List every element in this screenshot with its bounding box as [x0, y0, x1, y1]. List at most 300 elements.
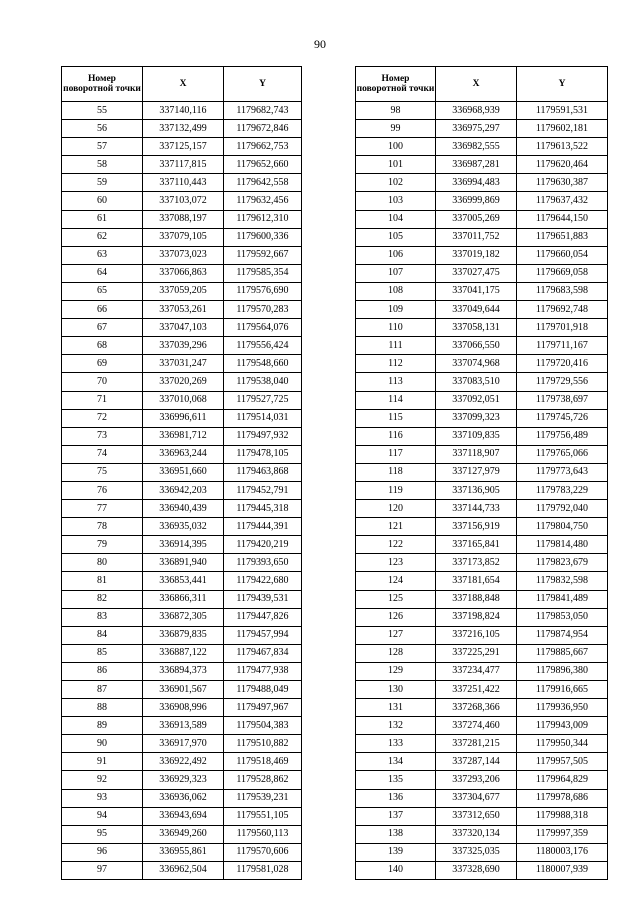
cell-x: 337127,979: [436, 463, 517, 481]
cell-point-number: 100: [356, 138, 436, 156]
cell-point-number: 93: [62, 789, 143, 807]
cell-y: 1179452,791: [224, 481, 302, 499]
cell-y: 1179620,464: [517, 156, 608, 174]
table-row: [62, 355, 302, 373]
cell-x: 336891,940: [143, 554, 224, 572]
cell-point-number: 134: [356, 753, 436, 771]
cell-point-number: 80: [62, 554, 143, 572]
cell-y: 1179765,066: [517, 445, 608, 463]
header-x: X: [436, 67, 517, 102]
cell-x: 336963,244: [143, 445, 224, 463]
cell-x: 337066,550: [436, 337, 517, 355]
cell-point-number: 104: [356, 210, 436, 228]
cell-x: 337304,677: [436, 789, 517, 807]
table-row: [62, 644, 302, 662]
table-row: [62, 735, 302, 753]
cell-x: 337039,296: [143, 337, 224, 355]
cell-point-number: 97: [62, 861, 143, 879]
cell-x: 337041,175: [436, 282, 517, 300]
cell-point-number: 86: [62, 662, 143, 680]
table-row: [62, 210, 302, 228]
table-row: [356, 699, 608, 717]
cell-x: 337293,206: [436, 771, 517, 789]
cell-y: 1179832,598: [517, 572, 608, 590]
cell-point-number: 120: [356, 500, 436, 518]
cell-x: 336894,373: [143, 662, 224, 680]
table-header-row: [356, 67, 608, 102]
cell-point-number: 79: [62, 536, 143, 554]
cell-x: 336879,835: [143, 626, 224, 644]
cell-point-number: 101: [356, 156, 436, 174]
cell-x: 337088,197: [143, 210, 224, 228]
table-row: [356, 282, 608, 300]
table-row: [356, 210, 608, 228]
cell-point-number: 131: [356, 699, 436, 717]
table-row: [356, 518, 608, 536]
cell-y: 1179988,318: [517, 807, 608, 825]
cell-y: 1179528,862: [224, 771, 302, 789]
table-row: [356, 337, 608, 355]
cell-x: 337216,105: [436, 626, 517, 644]
table-row: [356, 102, 608, 120]
cell-y: 1179682,743: [224, 102, 302, 120]
cell-y: 1180003,176: [517, 843, 608, 861]
table-row: [356, 843, 608, 861]
cell-point-number: 76: [62, 481, 143, 499]
table-row: [62, 626, 302, 644]
table-row: [62, 120, 302, 138]
cell-point-number: 108: [356, 282, 436, 300]
table-row: [356, 753, 608, 771]
cell-point-number: 99: [356, 120, 436, 138]
coordinates-table-left: [61, 66, 302, 880]
cell-x: 336968,939: [436, 102, 517, 120]
cell-y: 1179756,489: [517, 427, 608, 445]
cell-point-number: 117: [356, 445, 436, 463]
cell-x: 337312,650: [436, 807, 517, 825]
cell-x: 336975,297: [436, 120, 517, 138]
table-row: [62, 373, 302, 391]
cell-y: 1179720,416: [517, 355, 608, 373]
table-row: [62, 536, 302, 554]
cell-x: 337073,023: [143, 246, 224, 264]
cell-y: 1179978,686: [517, 789, 608, 807]
table-row: [62, 409, 302, 427]
cell-x: 337156,919: [436, 518, 517, 536]
table-row: [62, 554, 302, 572]
cell-y: 1179711,167: [517, 337, 608, 355]
cell-y: 1179916,665: [517, 681, 608, 699]
cell-y: 1179637,432: [517, 192, 608, 210]
table-row: [62, 319, 302, 337]
cell-y: 1179632,456: [224, 192, 302, 210]
cell-x: 336935,032: [143, 518, 224, 536]
cell-point-number: 94: [62, 807, 143, 825]
cell-point-number: 126: [356, 608, 436, 626]
cell-point-number: 115: [356, 409, 436, 427]
table-row: [62, 590, 302, 608]
table-row: [62, 608, 302, 626]
cell-point-number: 124: [356, 572, 436, 590]
table-row: [356, 626, 608, 644]
table-row: [62, 264, 302, 282]
cell-y: 1179393,650: [224, 554, 302, 572]
cell-y: 1179644,150: [517, 210, 608, 228]
cell-x: 337287,144: [436, 753, 517, 771]
header-point-number: Номер поворотной точки: [356, 67, 436, 102]
cell-point-number: 102: [356, 174, 436, 192]
cell-y: 1179652,660: [224, 156, 302, 174]
cell-x: 337251,422: [436, 681, 517, 699]
cell-y: 1179745,726: [517, 409, 608, 427]
cell-y: 1179630,387: [517, 174, 608, 192]
table-row: [356, 825, 608, 843]
cell-y: 1179964,829: [517, 771, 608, 789]
cell-x: 337181,654: [436, 572, 517, 590]
cell-point-number: 81: [62, 572, 143, 590]
cell-point-number: 91: [62, 753, 143, 771]
cell-point-number: 127: [356, 626, 436, 644]
cell-point-number: 114: [356, 391, 436, 409]
cell-point-number: 128: [356, 644, 436, 662]
cell-y: 1179950,344: [517, 735, 608, 753]
cell-x: 337225,291: [436, 644, 517, 662]
cell-y: 1179478,105: [224, 445, 302, 463]
cell-x: 337010,068: [143, 391, 224, 409]
cell-x: 336887,122: [143, 644, 224, 662]
cell-x: 337117,815: [143, 156, 224, 174]
table-row: [62, 156, 302, 174]
cell-y: 1179783,229: [517, 481, 608, 499]
table-row: [62, 282, 302, 300]
cell-y: 1180007,939: [517, 861, 608, 879]
cell-y: 1179463,868: [224, 463, 302, 481]
header-x: X: [143, 67, 224, 102]
cell-y: 1179729,556: [517, 373, 608, 391]
cell-point-number: 92: [62, 771, 143, 789]
cell-y: 1179447,826: [224, 608, 302, 626]
cell-point-number: 67: [62, 319, 143, 337]
cell-y: 1179477,938: [224, 662, 302, 680]
cell-point-number: 75: [62, 463, 143, 481]
table-row: [356, 355, 608, 373]
table-row: [356, 481, 608, 499]
table-row: [62, 246, 302, 264]
table-row: [62, 138, 302, 156]
cell-x: 337083,510: [436, 373, 517, 391]
cell-y: 1179527,725: [224, 391, 302, 409]
table-row: [356, 463, 608, 481]
cell-point-number: 132: [356, 717, 436, 735]
table-row: [62, 500, 302, 518]
cell-point-number: 138: [356, 825, 436, 843]
cell-x: 337092,051: [436, 391, 517, 409]
table-body-left: [62, 102, 302, 880]
cell-x: 336872,305: [143, 608, 224, 626]
table-row: [356, 409, 608, 427]
cell-point-number: 69: [62, 355, 143, 373]
cell-point-number: 103: [356, 192, 436, 210]
cell-y: 1179943,009: [517, 717, 608, 735]
cell-x: 337188,848: [436, 590, 517, 608]
cell-point-number: 137: [356, 807, 436, 825]
cell-y: 1179570,283: [224, 301, 302, 319]
cell-y: 1179518,469: [224, 753, 302, 771]
table-row: [356, 301, 608, 319]
table-row: [356, 735, 608, 753]
table-row: [62, 518, 302, 536]
cell-y: 1179669,058: [517, 264, 608, 282]
cell-x: 337058,131: [436, 319, 517, 337]
cell-x: 337125,157: [143, 138, 224, 156]
table-row: [62, 843, 302, 861]
cell-x: 336936,062: [143, 789, 224, 807]
cell-y: 1179841,489: [517, 590, 608, 608]
cell-y: 1179853,050: [517, 608, 608, 626]
cell-point-number: 70: [62, 373, 143, 391]
cell-point-number: 66: [62, 301, 143, 319]
cell-point-number: 96: [62, 843, 143, 861]
table-row: [356, 228, 608, 246]
cell-y: 1179692,748: [517, 301, 608, 319]
cell-x: 336942,203: [143, 481, 224, 499]
cell-x: 337011,752: [436, 228, 517, 246]
table-row: [62, 228, 302, 246]
cell-x: 337110,443: [143, 174, 224, 192]
cell-y: 1179814,480: [517, 536, 608, 554]
cell-point-number: 59: [62, 174, 143, 192]
cell-y: 1179488,049: [224, 681, 302, 699]
cell-point-number: 135: [356, 771, 436, 789]
cell-y: 1179957,505: [517, 753, 608, 771]
cell-y: 1179936,950: [517, 699, 608, 717]
cell-x: 337020,269: [143, 373, 224, 391]
table-row: [62, 861, 302, 879]
table-row: [62, 174, 302, 192]
cell-point-number: 107: [356, 264, 436, 282]
cell-y: 1179585,354: [224, 264, 302, 282]
table-row: [62, 391, 302, 409]
cell-x: 336982,555: [436, 138, 517, 156]
cell-point-number: 105: [356, 228, 436, 246]
cell-point-number: 123: [356, 554, 436, 572]
table-row: [62, 102, 302, 120]
table-row: [356, 590, 608, 608]
cell-y: 1179444,391: [224, 518, 302, 536]
cell-point-number: 130: [356, 681, 436, 699]
cell-x: 337019,182: [436, 246, 517, 264]
cell-point-number: 116: [356, 427, 436, 445]
table-row: [356, 608, 608, 626]
cell-y: 1179738,697: [517, 391, 608, 409]
cell-point-number: 57: [62, 138, 143, 156]
table-row: [356, 138, 608, 156]
cell-y: 1179613,522: [517, 138, 608, 156]
cell-x: 337136,905: [436, 481, 517, 499]
cell-x: 337118,907: [436, 445, 517, 463]
cell-x: 337325,035: [436, 843, 517, 861]
cell-y: 1179556,424: [224, 337, 302, 355]
cell-point-number: 129: [356, 662, 436, 680]
cell-point-number: 112: [356, 355, 436, 373]
table-row: [62, 699, 302, 717]
table-row: [356, 572, 608, 590]
header-y: Y: [224, 67, 302, 102]
cell-point-number: 82: [62, 590, 143, 608]
cell-point-number: 98: [356, 102, 436, 120]
cell-x: 337103,072: [143, 192, 224, 210]
cell-x: 337173,852: [436, 554, 517, 572]
cell-x: 337059,205: [143, 282, 224, 300]
table-row: [62, 445, 302, 463]
table-row: [62, 681, 302, 699]
cell-x: 337268,366: [436, 699, 517, 717]
cell-point-number: 58: [62, 156, 143, 174]
table-row: [356, 861, 608, 879]
cell-x: 336994,483: [436, 174, 517, 192]
cell-y: 1179445,318: [224, 500, 302, 518]
cell-y: 1179885,667: [517, 644, 608, 662]
table-row: [356, 373, 608, 391]
cell-point-number: 63: [62, 246, 143, 264]
cell-point-number: 55: [62, 102, 143, 120]
cell-point-number: 64: [62, 264, 143, 282]
cell-point-number: 106: [356, 246, 436, 264]
table-row: [62, 301, 302, 319]
cell-point-number: 62: [62, 228, 143, 246]
table-row: [356, 500, 608, 518]
cell-x: 336943,694: [143, 807, 224, 825]
cell-x: 336866,311: [143, 590, 224, 608]
cell-x: 337234,477: [436, 662, 517, 680]
cell-point-number: 65: [62, 282, 143, 300]
cell-x: 337281,215: [436, 735, 517, 753]
cell-x: 337132,499: [143, 120, 224, 138]
table-row: [62, 717, 302, 735]
cell-point-number: 90: [62, 735, 143, 753]
cell-x: 337109,835: [436, 427, 517, 445]
cell-y: 1179510,882: [224, 735, 302, 753]
cell-x: 337074,968: [436, 355, 517, 373]
table-row: [356, 771, 608, 789]
cell-x: 336981,712: [143, 427, 224, 445]
cell-point-number: 78: [62, 518, 143, 536]
cell-point-number: 61: [62, 210, 143, 228]
cell-y: 1179701,918: [517, 319, 608, 337]
cell-y: 1179612,310: [224, 210, 302, 228]
cell-y: 1179874,954: [517, 626, 608, 644]
table-row: [356, 427, 608, 445]
cell-y: 1179660,054: [517, 246, 608, 264]
cell-y: 1179792,040: [517, 500, 608, 518]
cell-y: 1179497,967: [224, 699, 302, 717]
table-row: [356, 120, 608, 138]
cell-y: 1179642,558: [224, 174, 302, 192]
table-row: [356, 192, 608, 210]
table-row: [62, 572, 302, 590]
table-row: [356, 807, 608, 825]
cell-x: 337099,323: [436, 409, 517, 427]
header-y: Y: [517, 67, 608, 102]
cell-y: 1179439,531: [224, 590, 302, 608]
cell-y: 1179497,932: [224, 427, 302, 445]
cell-y: 1179576,690: [224, 282, 302, 300]
table-row: [62, 463, 302, 481]
table-row: [356, 246, 608, 264]
cell-y: 1179602,181: [517, 120, 608, 138]
cell-point-number: 68: [62, 337, 143, 355]
table-row: [62, 825, 302, 843]
cell-y: 1179467,834: [224, 644, 302, 662]
table-row: [356, 264, 608, 282]
cell-x: 336940,439: [143, 500, 224, 518]
table-row: [62, 481, 302, 499]
table-row: [62, 753, 302, 771]
cell-x: 337047,103: [143, 319, 224, 337]
cell-y: 1179539,231: [224, 789, 302, 807]
cell-point-number: 85: [62, 644, 143, 662]
table-row: [62, 427, 302, 445]
cell-y: 1179672,846: [224, 120, 302, 138]
cell-y: 1179570,606: [224, 843, 302, 861]
cell-x: 336908,996: [143, 699, 224, 717]
table-row: [356, 789, 608, 807]
cell-x: 336929,323: [143, 771, 224, 789]
cell-x: 337066,863: [143, 264, 224, 282]
cell-y: 1179662,753: [224, 138, 302, 156]
cell-y: 1179773,643: [517, 463, 608, 481]
cell-x: 336914,395: [143, 536, 224, 554]
cell-x: 337005,269: [436, 210, 517, 228]
cell-x: 336901,567: [143, 681, 224, 699]
cell-point-number: 83: [62, 608, 143, 626]
cell-y: 1179564,076: [224, 319, 302, 337]
cell-x: 337165,841: [436, 536, 517, 554]
cell-point-number: 77: [62, 500, 143, 518]
cell-y: 1179548,660: [224, 355, 302, 373]
table-row: [356, 319, 608, 337]
cell-y: 1179591,531: [517, 102, 608, 120]
cell-x: 336917,970: [143, 735, 224, 753]
cell-y: 1179581,028: [224, 861, 302, 879]
table-row: [62, 337, 302, 355]
table-row: [356, 717, 608, 735]
cell-x: 337027,475: [436, 264, 517, 282]
cell-point-number: 136: [356, 789, 436, 807]
cell-y: 1179504,383: [224, 717, 302, 735]
cell-x: 336949,260: [143, 825, 224, 843]
cell-point-number: 72: [62, 409, 143, 427]
table-row: [62, 662, 302, 680]
cell-y: 1179560,113: [224, 825, 302, 843]
cell-point-number: 113: [356, 373, 436, 391]
cell-x: 336922,492: [143, 753, 224, 771]
table-header-row: [62, 67, 302, 102]
cell-x: 336955,861: [143, 843, 224, 861]
cell-point-number: 110: [356, 319, 436, 337]
cell-point-number: 125: [356, 590, 436, 608]
cell-point-number: 111: [356, 337, 436, 355]
cell-point-number: 56: [62, 120, 143, 138]
cell-y: 1179551,105: [224, 807, 302, 825]
table-row: [356, 156, 608, 174]
cell-point-number: 88: [62, 699, 143, 717]
cell-x: 337320,134: [436, 825, 517, 843]
cell-point-number: 95: [62, 825, 143, 843]
cell-y: 1179804,750: [517, 518, 608, 536]
cell-y: 1179514,031: [224, 409, 302, 427]
table-body-right: [356, 102, 608, 880]
